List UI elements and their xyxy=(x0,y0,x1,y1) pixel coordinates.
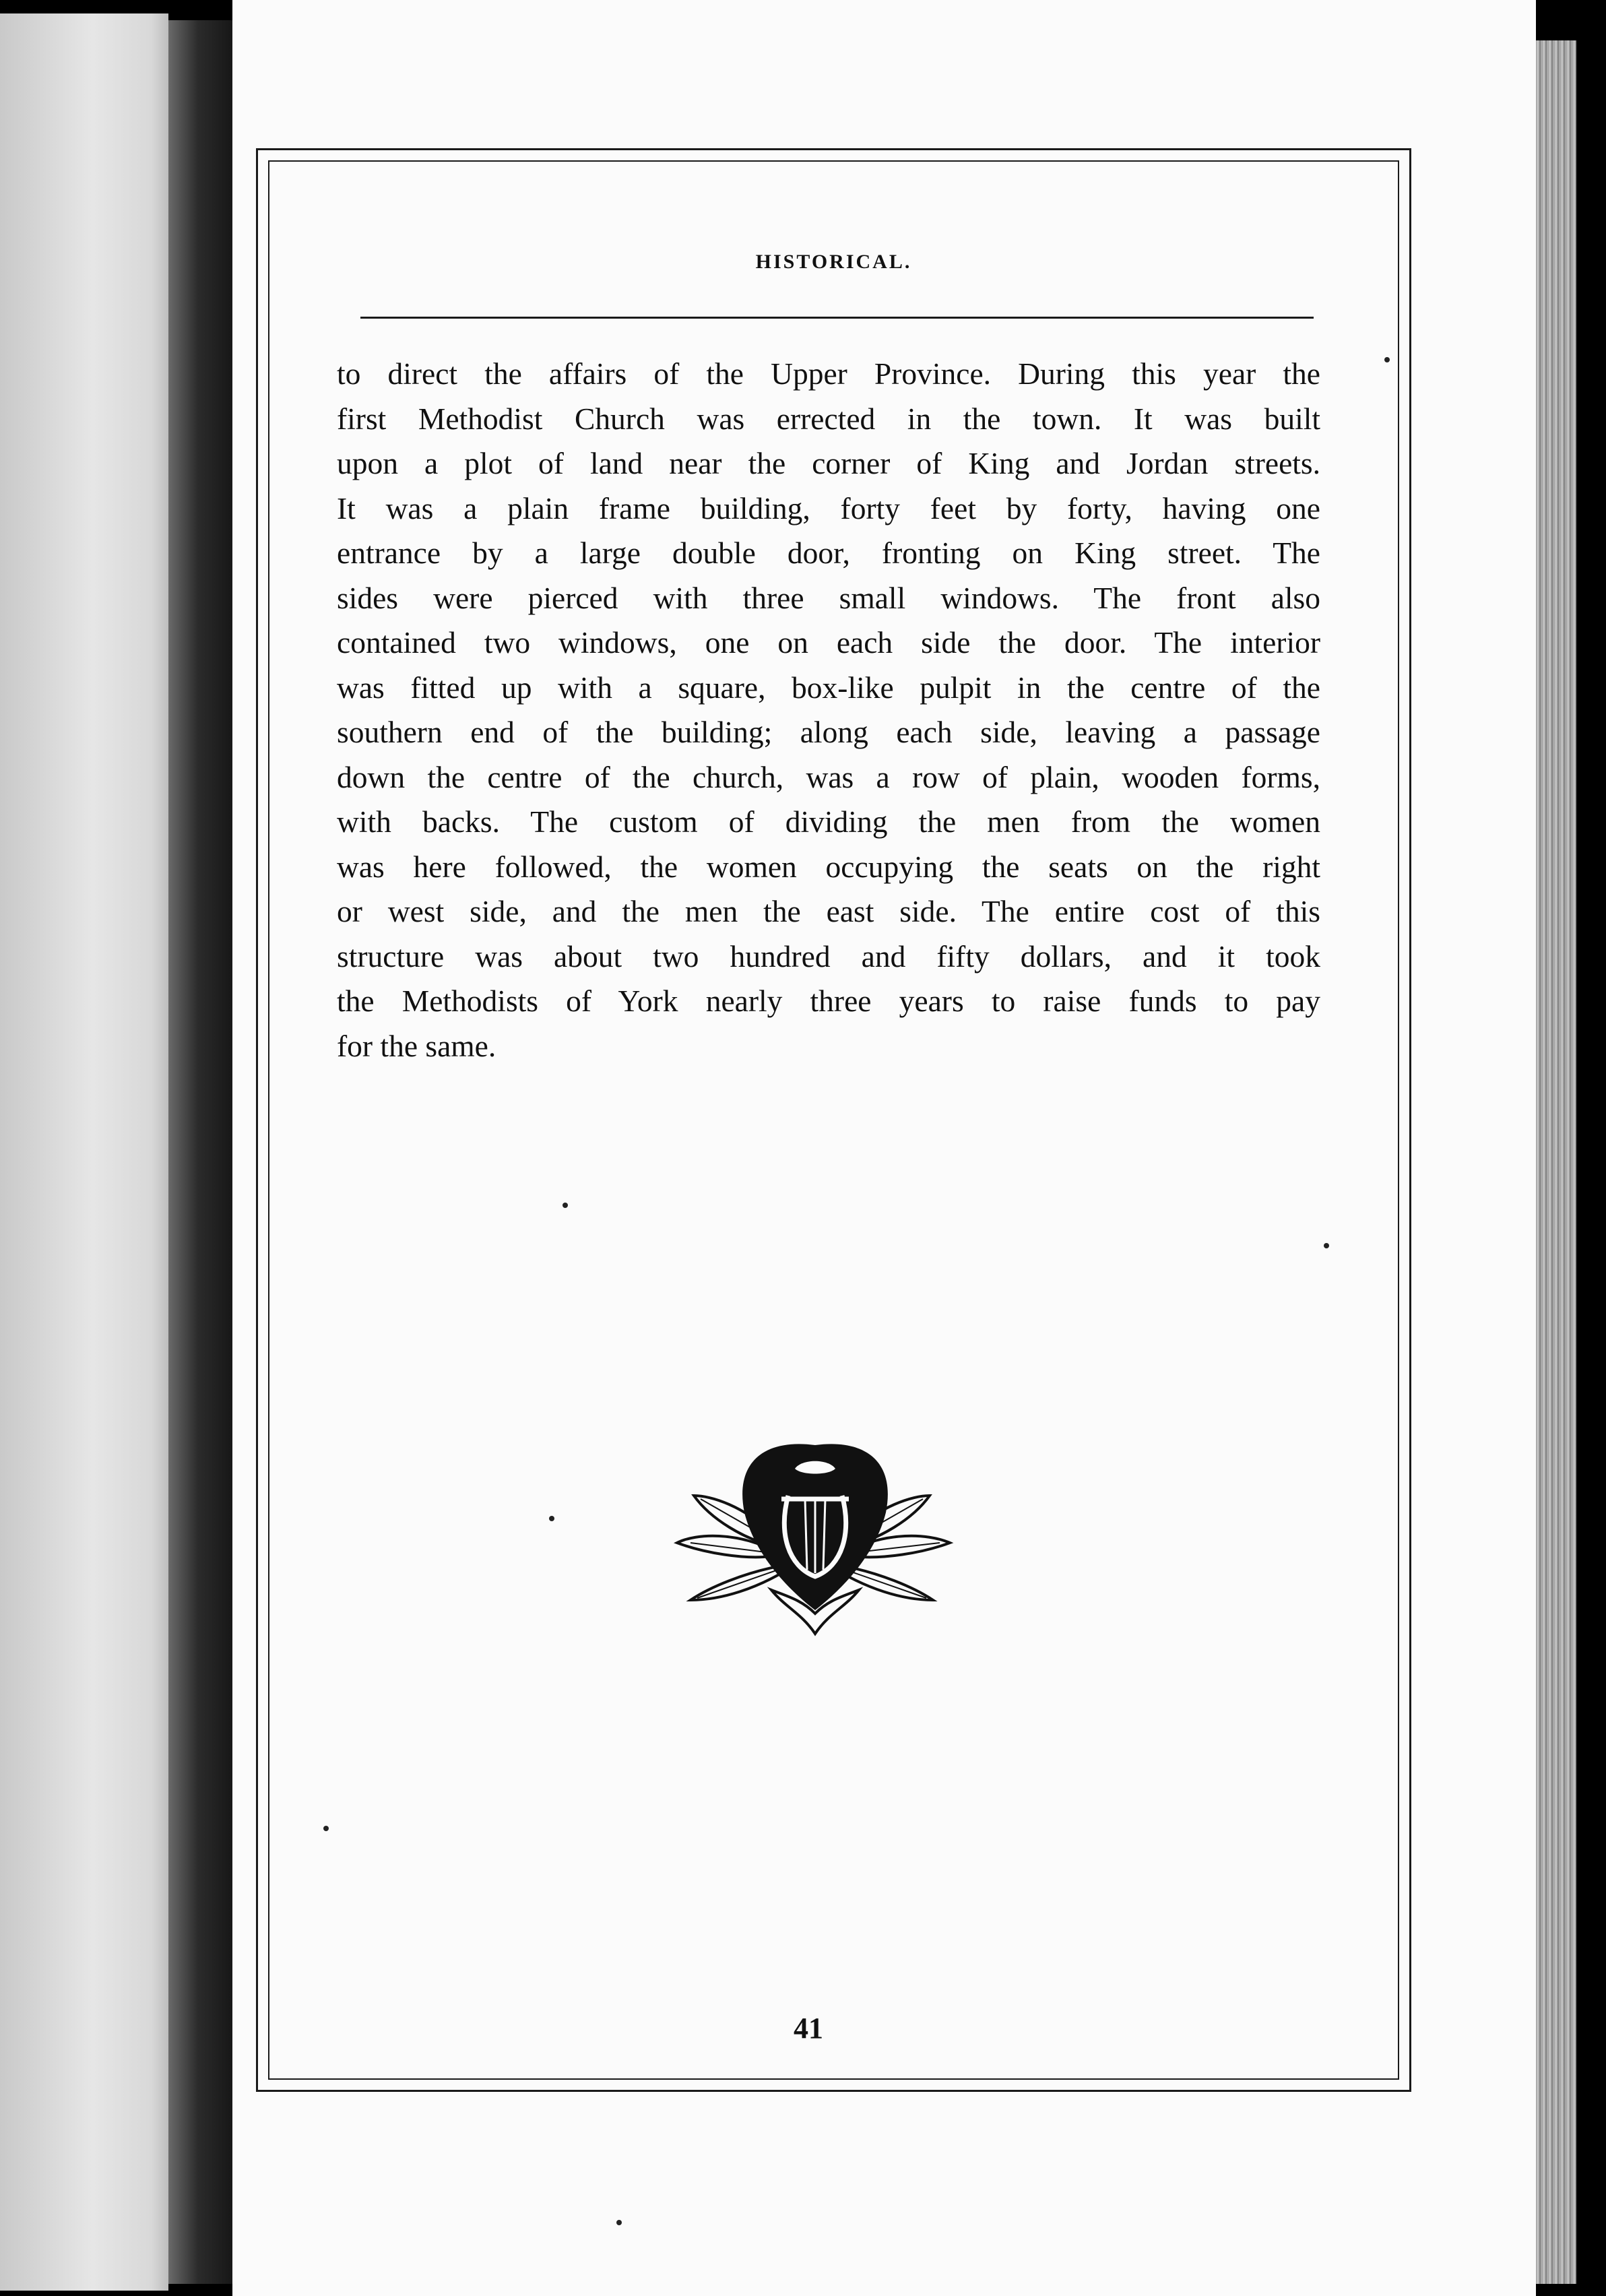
text-line: first Methodist Church was errected in the town. It was built xyxy=(337,401,1320,436)
text-line: southern end of the building; along each side, leaving a passage xyxy=(337,715,1320,749)
page-number: 41 xyxy=(794,2012,823,2045)
text-line: upon a plot of land near the corner of King and Jordan streets. xyxy=(337,446,1320,480)
running-head-rule xyxy=(360,317,1314,319)
text-line: for the same. xyxy=(337,1028,496,1063)
book-gutter xyxy=(168,20,243,2284)
ink-speck xyxy=(563,1203,568,1208)
ink-speck xyxy=(1384,357,1390,362)
lyre-tailpiece-icon xyxy=(670,1432,960,1644)
ink-speck xyxy=(616,2220,622,2225)
text-line: or west side, and the men the east side. The entire cost of this xyxy=(337,894,1320,928)
page-block-fore-edge xyxy=(1536,40,1576,2284)
text-line: with backs. The custom of dividing the men from the women xyxy=(337,804,1320,839)
text-line: down the centre of the church, was a row of plain, wooden forms, xyxy=(337,759,1320,794)
ink-speck xyxy=(549,1516,554,1521)
body-paragraph xyxy=(337,352,1320,1069)
text-line: to direct the affairs of the Upper Province. During this year the xyxy=(337,356,1320,391)
text-line: was fitted up with a square, box-like pulpit in the centre of the xyxy=(337,670,1320,705)
text-line: was here followed, the women occupying the seats on the right xyxy=(337,849,1320,884)
text-line: sides were pierced with three small windows. The front also xyxy=(337,580,1320,615)
ink-speck xyxy=(323,1826,329,1831)
text-line: entrance by a large double door, fronting on King street. The xyxy=(337,536,1320,570)
scan-border xyxy=(1576,0,1606,2296)
text-line: It was a plain frame building, forty feet by forty, having one xyxy=(337,490,1320,525)
ink-speck xyxy=(1324,1243,1329,1248)
text-line: structure was about two hundred and fifty dollars, and it took xyxy=(337,938,1320,974)
text-line: the Methodists of York nearly three years to raise funds to pay xyxy=(337,984,1320,1018)
facing-page-edge xyxy=(0,13,168,2291)
text-line: contained two windows, one on each side the door. The interior xyxy=(337,625,1320,660)
running-head: HISTORICAL. xyxy=(755,251,912,273)
